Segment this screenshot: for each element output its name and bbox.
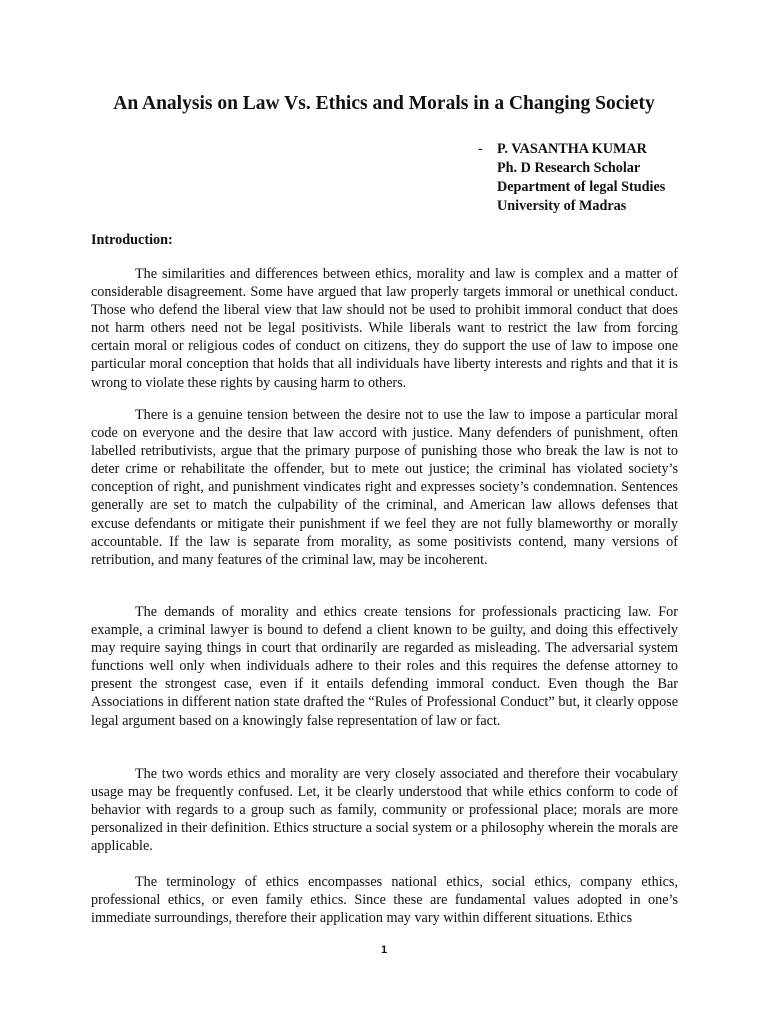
document-title: An Analysis on Law Vs. Ethics and Morals in a Changing Society xyxy=(113,93,655,114)
author-department: Department of legal Studies xyxy=(497,179,666,195)
paragraph: The terminology of ethics encompasses national ethics, social ethics, company ethics, professional ethics, or even family ethics. Since these are fundamental values adopted in one’s immediate surroundings, therefore their application may vary within different situations. Ethics xyxy=(91,874,678,927)
paragraph: The demands of morality and ethics create tensions for professionals practicing law. For example, a criminal lawyer is bound to defend a client known to be guilty, and doing this effectively may require saying things in court that ordinarily are regarded as misleading. The adversarial system functions well only when individuals adhere to their roles and this requires the defense attorney to present the strongest case, even if it entails defending immoral conduct. Even though the Bar Associations in different nation state drafted the “Rules of Professional Conduct” but, it clearly oppose legal argument based on a knowingly false representation of law or fact. xyxy=(91,604,678,729)
author-block xyxy=(478,140,665,216)
paragraph: The two words ethics and morality are very closely associated and therefore their vocabulary usage may be frequently confused. Let, it be clearly understood that while ethics conform to code of behavior with regards to a group such as family, community or professional place; morals are more personalized in their definition. Ethics structure a social system or a philosophy wherein the morals are applicable. xyxy=(91,766,678,855)
author-role: Ph. D Research Scholar xyxy=(497,160,641,176)
page-number: 1 xyxy=(380,944,388,956)
paragraph: The similarities and differences between ethics, morality and law is complex and a matter of considerable disagreement. Some have argued that law properly targets immoral or unethical conduct. Those who defend the liberal view that law should not be used to prohibit immoral conduct that does not harm others need not be legal positivists. While liberals want to restrict the law from forcing certain moral or religious codes of conduct on citizens, they do support the use of law to impose one particular moral conception that holds that all individuals have liberty interests and rights and that it is wrong to violate these rights by causing harm to others. xyxy=(91,266,678,391)
author-dash: - xyxy=(478,141,483,157)
author-name: P. VASANTHA KUMAR xyxy=(497,141,647,157)
section-heading: Introduction: xyxy=(91,232,173,248)
author-university: University of Madras xyxy=(497,198,627,214)
paragraph: There is a genuine tension between the desire not to use the law to impose a particular moral code on everyone and the desire that law accord with justice. Many defenders of punishment, often labelled retributivists, argue that the primary purpose of punishing those who break the law is not to deter crime or rehabilitate the offender, but to mete out justice; the criminal has violated society’s conception of right, and punishment vindicates right and expresses society’s condemnation. Sentences generally are set to match the culpability of the criminal, and American law allows defenses that excuse defendants or mitigate their punishment if we feel they are not fully blameworthy or morally accountable. If the law is separate from morality, as some positivists contend, many versions of retribution, and many features of the criminal law, may be incoherent. xyxy=(91,407,678,568)
